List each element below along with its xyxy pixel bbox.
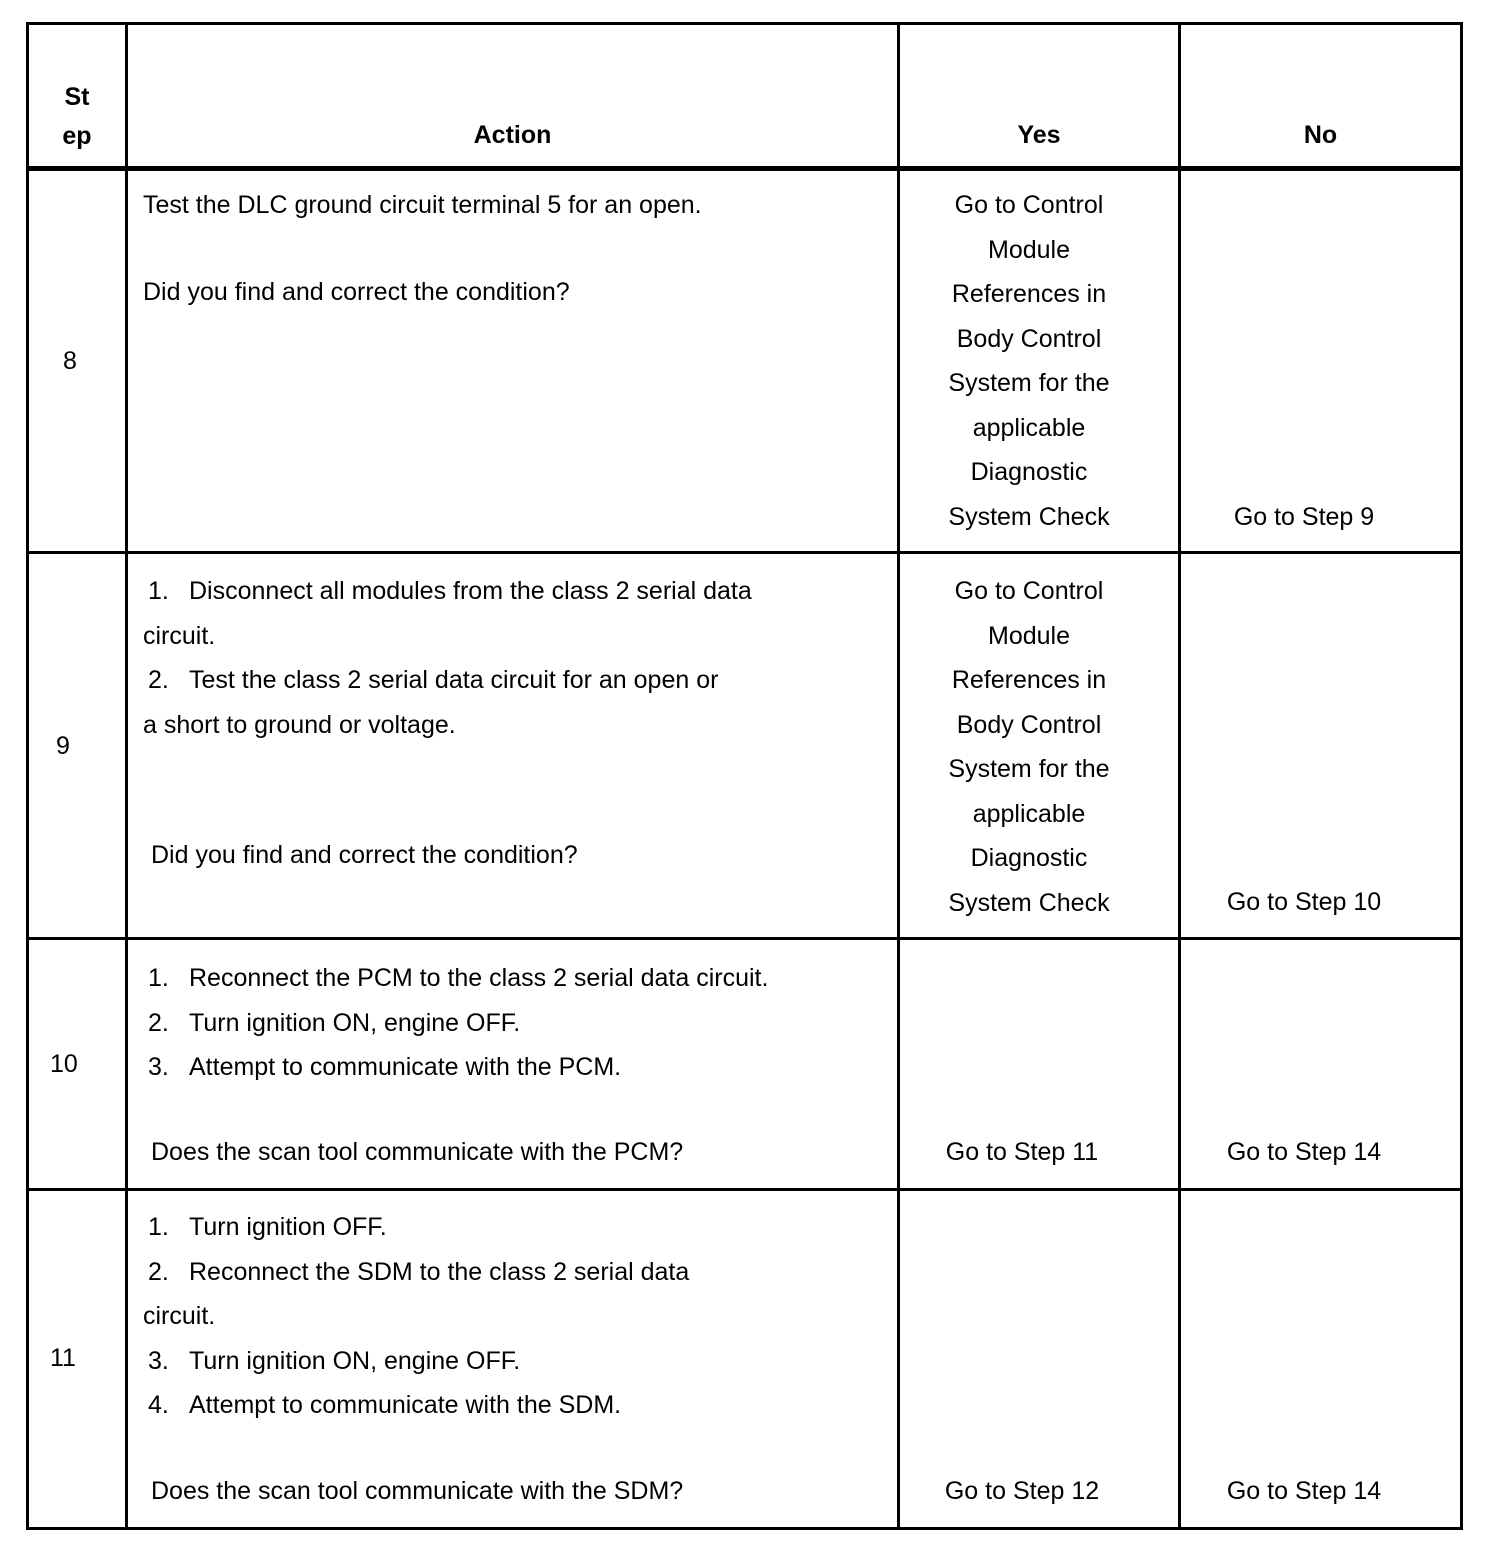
no-result: Go to Step 14	[1226, 1138, 1382, 1166]
action-question: Does the scan tool communicate with the PCM?	[151, 1138, 684, 1166]
list-item: 2. Reconnect the SDM to the class 2 serial data	[148, 1257, 690, 1286]
step-number: 9	[56, 732, 70, 760]
header-yes: Yes	[1017, 121, 1061, 149]
list-item: 2. Test the class 2 serial data circuit for an open or	[148, 666, 719, 694]
yes-result: Go to Control Module References in Body Control System for the applicable Diagnostic System Check	[948, 577, 1110, 917]
yes-result: Go to Step 11	[945, 1138, 1099, 1166]
row-divider	[26, 937, 1463, 940]
list-item: 4. Attempt to communicate with the SDM.	[148, 1391, 622, 1419]
list-item: 1. Reconnect the PCM to the class 2 serial data circuit.	[148, 964, 769, 992]
no-result: Go to Step 9	[1233, 503, 1375, 531]
action-question: Did you find and correct the condition?	[143, 278, 570, 306]
header-no: No	[1303, 121, 1338, 149]
list-item: 3. Attempt to communicate with the PCM.	[148, 1053, 622, 1081]
step-number: 10	[50, 1050, 78, 1078]
list-item: 2. Turn ignition ON, engine OFF.	[148, 1008, 521, 1037]
action-question: Did you find and correct the condition?	[151, 841, 578, 869]
row-divider	[26, 551, 1463, 554]
header-action: Action	[473, 121, 552, 149]
column-divider	[125, 22, 128, 1530]
column-divider	[1178, 22, 1181, 1530]
list-item: 1. Turn ignition OFF.	[148, 1213, 387, 1241]
no-result: Go to Step 14	[1226, 1477, 1382, 1505]
list-item: 1. Disconnect all modules from the class 2 serial data	[148, 577, 752, 605]
row-divider	[26, 1188, 1463, 1191]
action-list: 1. Disconnect all modules from the class 2 serial data circuit. 2. Test the class 2 serial data circuit for an open or a short to ground or voltage.	[143, 569, 752, 747]
no-result: Go to Step 10	[1226, 888, 1382, 916]
action-question: Does the scan tool communicate with the SDM?	[151, 1477, 684, 1505]
action-list: 1. Turn ignition OFF. 2. Reconnect the SDM to the class 2 serial data circuit. 3. Turn ignition ON, engine OFF. 4. Attempt to communicate with the SDM.	[143, 1205, 689, 1428]
yes-result: Go to Control Module References in Body Control System for the applicable Diagnostic System Check	[948, 191, 1110, 531]
header-divider	[26, 166, 1463, 171]
header-step: St ep	[62, 83, 92, 150]
list-item: 3. Turn ignition ON, engine OFF.	[148, 1346, 521, 1375]
action-text: Test the DLC ground circuit terminal 5 for an open.	[143, 191, 702, 219]
action-list	[143, 956, 768, 1090]
step-number: 8	[63, 347, 77, 375]
yes-result: Go to Step 12	[944, 1477, 1100, 1505]
step-number: 11	[50, 1344, 76, 1372]
